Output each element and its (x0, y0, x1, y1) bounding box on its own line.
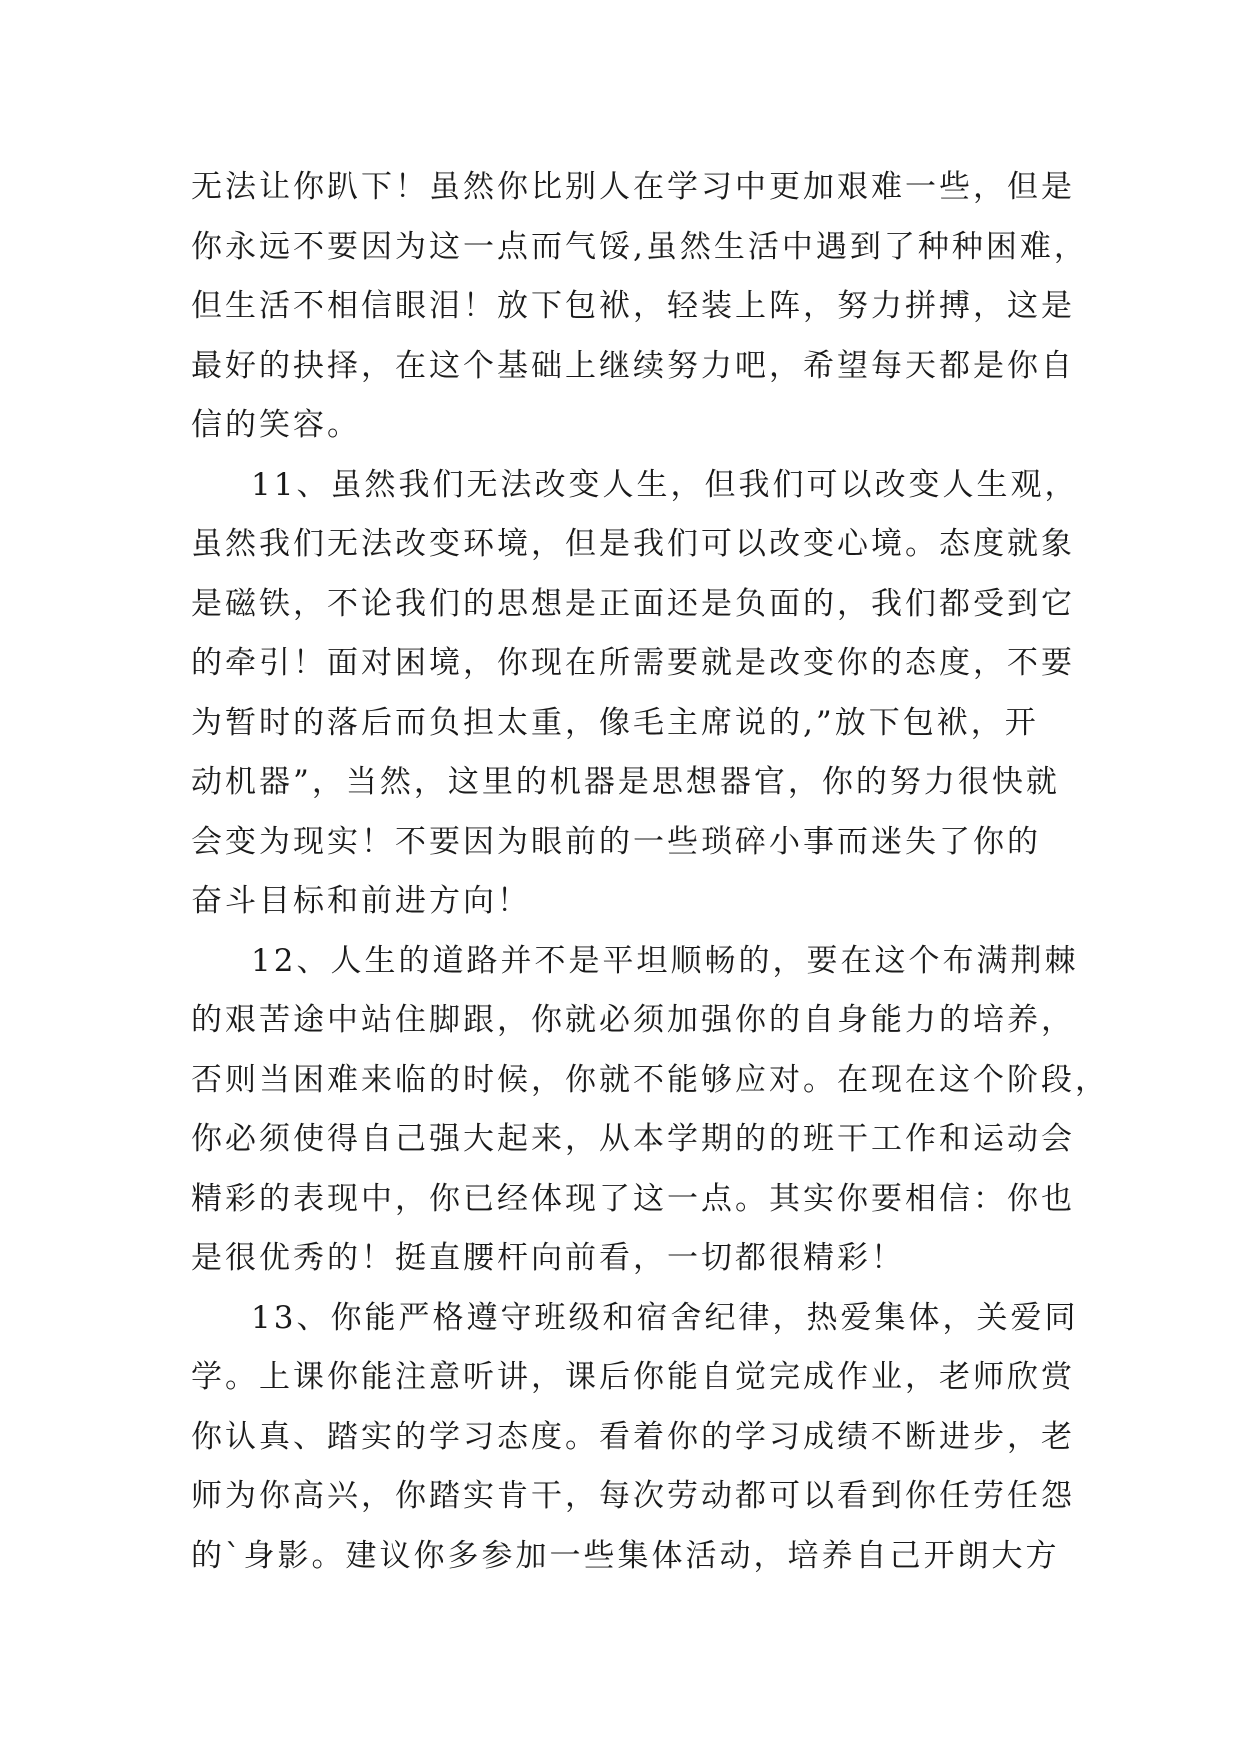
text-line: 会变为现实！不要因为眼前的一些琐碎小事而迷失了你的 (191, 823, 1041, 860)
text-line: 奋斗目标和前进方向！ (191, 883, 531, 919)
text-line: 的`身影。建议你多参加一些集体活动，培养自己开朗大方 (191, 1537, 1060, 1574)
text-line: 是很优秀的！挺直腰杆向前看，一切都很精彩！ (191, 1240, 905, 1276)
paragraph-11-start: 11、虽然我们无法改变人生，但我们可以改变人生观， (251, 466, 1079, 503)
text-line: 虽然我们无法改变环境，但是我们可以改变心境。态度就象 (191, 526, 1075, 562)
text-line: 的牵引！面对困境，你现在所需要就是改变你的态度，不要 (191, 645, 1075, 681)
text-line: 无法让你趴下！虽然你比别人在学习中更加艰难一些，但是 (191, 169, 1075, 205)
text-line: 你认真、踏实的学习态度。看着你的学习成绩不断进步，老 (191, 1418, 1075, 1455)
text-line: 为暂时的落后而负担太重，像毛主席说的,”放下包袱，开 (191, 704, 1039, 741)
text-line: 是磁铁，不论我们的思想是正面还是负面的，我们都受到它 (191, 585, 1075, 622)
text-line: 信的笑容。 (191, 407, 361, 443)
text-line: 精彩的表现中，你已经体现了这一点。其实你要相信：你也 (191, 1180, 1075, 1217)
text-line: 否则当困难来临的时候，你就不能够应对。在现在这个阶段， (191, 1061, 1109, 1098)
paragraph-12-start: 12、人生的道路并不是平坦顺畅的，要在这个布满荆棘 (251, 942, 1079, 979)
text-line: 学。上课你能注意听讲，课后你能自觉完成作业，老师欣赏 (191, 1359, 1075, 1395)
text-line: 你永远不要因为这一点而气馁,虽然生活中遇到了种种困难， (191, 228, 1088, 265)
text-line: 的艰苦途中站住脚跟，你就必须加强你的自身能力的培养， (191, 1002, 1075, 1038)
text-line: 但生活不相信眼泪！放下包袱，轻装上阵，努力拼搏，这是 (191, 288, 1075, 324)
document-body (191, 158, 1109, 1586)
text-line: 动机器”，当然，这里的机器是思想器官，你的努力很快就 (191, 764, 1060, 800)
paragraph-13-start: 13、你能严格遵守班级和宿舍纪律，热爱集体，关爱同 (251, 1299, 1079, 1336)
text-line: 师为你高兴，你踏实肯干，每次劳动都可以看到你任劳任怨 (191, 1478, 1075, 1514)
text-line: 最好的抉择，在这个基础上继续努力吧，希望每天都是你自 (191, 347, 1075, 384)
text-line: 你必须使得自己强大起来，从本学期的的班干工作和运动会 (191, 1121, 1075, 1157)
